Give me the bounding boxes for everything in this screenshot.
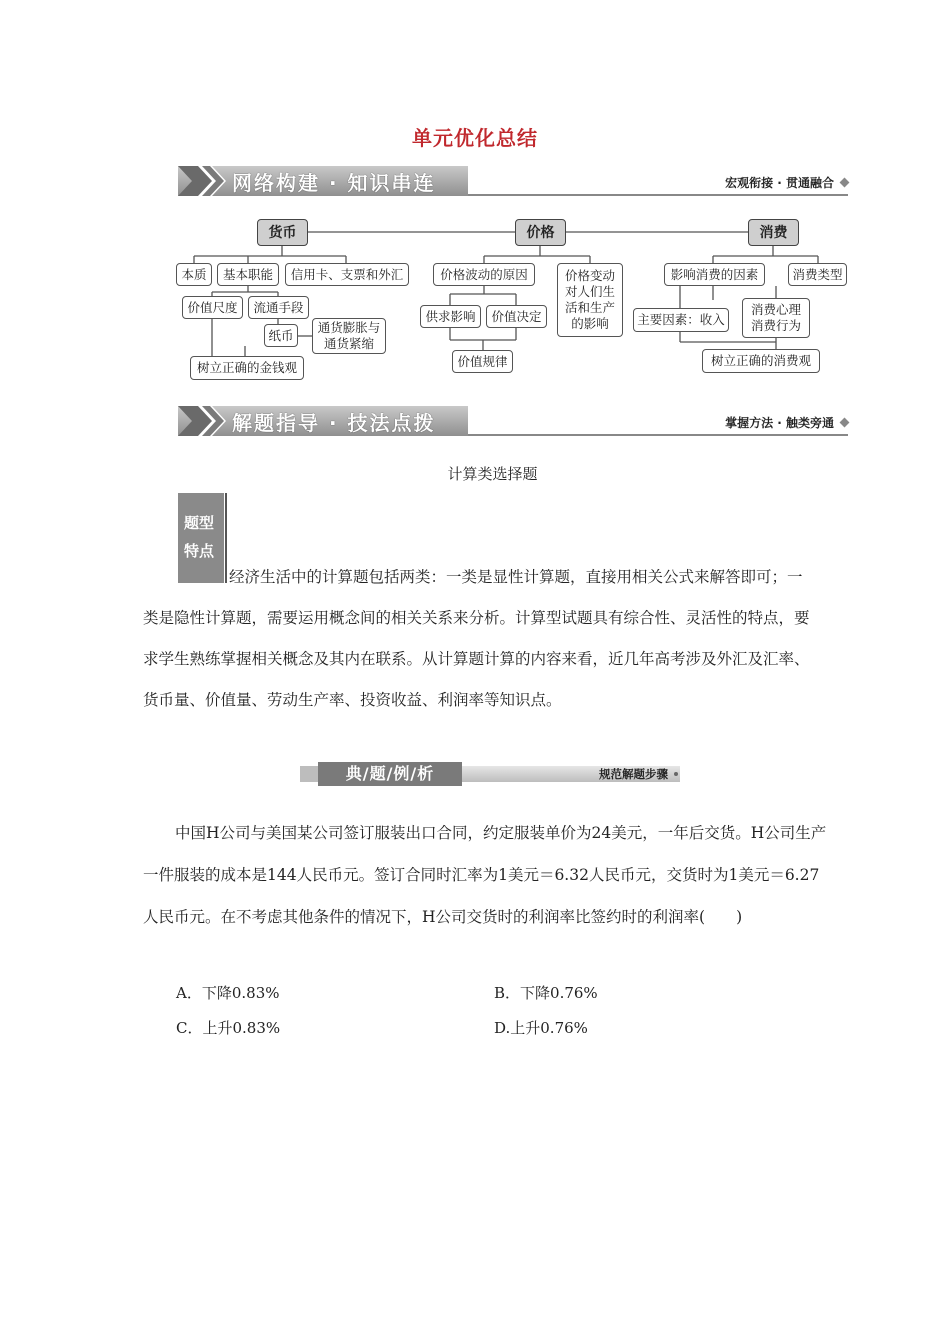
banner-label: 网络构建 · 知识串连 xyxy=(232,171,436,195)
banner-rule xyxy=(468,434,848,436)
example-banner-note: 规范解题步骤 xyxy=(599,767,668,781)
node-consumption-psych xyxy=(742,298,810,338)
node-psych-line1: 消费心理 xyxy=(750,302,801,317)
node-price: 价格 xyxy=(515,219,566,246)
node-price-causes: 价格波动的原因 xyxy=(433,263,535,286)
example-banner xyxy=(300,762,682,786)
example-banner-label: 典/题/例/析 xyxy=(318,762,462,786)
node-price-effect xyxy=(557,263,623,337)
node-price-effect-line4: 的影响 xyxy=(571,316,609,331)
node-value-law: 价值规律 xyxy=(452,350,513,373)
node-consumption-types: 消费类型 xyxy=(788,263,847,286)
node-basic-functions: 基本职能 xyxy=(217,263,279,286)
node-psych-line2: 消费行为 xyxy=(750,318,801,333)
banner-right-text: 掌握方法 · 触类旁通 xyxy=(725,416,834,430)
section-banner-guide xyxy=(178,404,848,438)
option-c[interactable]: C．上升0.83% xyxy=(176,1019,281,1037)
node-value-measure: 价值尺度 xyxy=(182,296,243,319)
feature-paragraph: 经济生活中的计算题包括两类：一类是显性计算题，直接用相关公式来解答即可；一类是隐性计算题，需要运用概念间的相关关系来分析。计算型试题具有综合性、灵活性的特点，要求学生熟练掌握相关概念及其内在联系。从计算题计算的内容来看，近几年高考涉及外汇及汇率、货币量、价值量、劳动生产率、投资收益、利润率等知识点。 xyxy=(143,568,810,709)
option-d[interactable]: D.上升0.76% xyxy=(494,1019,588,1037)
node-money-view: 树立正确的金钱观 xyxy=(190,356,304,380)
section-subtitle: 计算类选择题 xyxy=(447,465,538,483)
banner-left-cap xyxy=(300,766,318,782)
node-consumption-view: 树立正确的消费观 xyxy=(702,349,820,373)
page-title: 单元优化总结 xyxy=(412,126,538,150)
question-text: 中国H公司与美国某公司签订服装出口合同，约定服装单价为24美元，一年后交货。H公司生产一件服装的成本是144人民币元。签订合同时汇率为1美元＝6.32人民币元，交货时为1美元＝6.27人民币元。在不考虑其他条件的情况下，H公司交货时的利润率比签约时的利润率( ) xyxy=(143,824,827,926)
node-consumption-factors: 影响消费的因素 xyxy=(664,263,765,286)
node-inflation-line2: 通货紧缩 xyxy=(323,336,374,351)
node-circulation: 流通手段 xyxy=(248,296,309,319)
dot-icon xyxy=(674,772,678,776)
node-money: 货币 xyxy=(257,219,308,246)
node-credit-cards: 信用卡、支票和外汇 xyxy=(285,263,409,286)
feature-tag-line1: 题型 xyxy=(184,514,215,532)
node-price-effect-line1: 价格变动 xyxy=(564,268,615,283)
node-nature: 本质 xyxy=(176,263,212,286)
node-inflation xyxy=(312,318,386,354)
node-supply-demand: 供求影响 xyxy=(420,305,481,328)
banner-right-text: 宏观衔接 · 贯通融合 xyxy=(725,176,834,190)
feature-tag-line2: 特点 xyxy=(184,542,215,560)
node-inflation-line1: 通货膨胀与 xyxy=(317,320,381,335)
double-chevron-icon xyxy=(178,404,238,438)
node-consumption: 消费 xyxy=(748,219,799,246)
node-income: 主要因素：收入 xyxy=(633,308,729,332)
node-price-effect-line3: 活和生产 xyxy=(564,300,615,315)
option-b[interactable]: B．下降0.76% xyxy=(494,984,598,1002)
option-a[interactable]: A．下降0.83% xyxy=(176,984,280,1002)
diamond-icon xyxy=(840,418,850,428)
concept-map-lines xyxy=(0,0,950,400)
banner-label: 解题指导 · 技法点拨 xyxy=(232,411,436,435)
node-value-decides: 价值决定 xyxy=(486,305,547,328)
node-paper-money: 纸币 xyxy=(264,324,298,347)
node-price-effect-line2: 对人们生 xyxy=(564,284,615,299)
